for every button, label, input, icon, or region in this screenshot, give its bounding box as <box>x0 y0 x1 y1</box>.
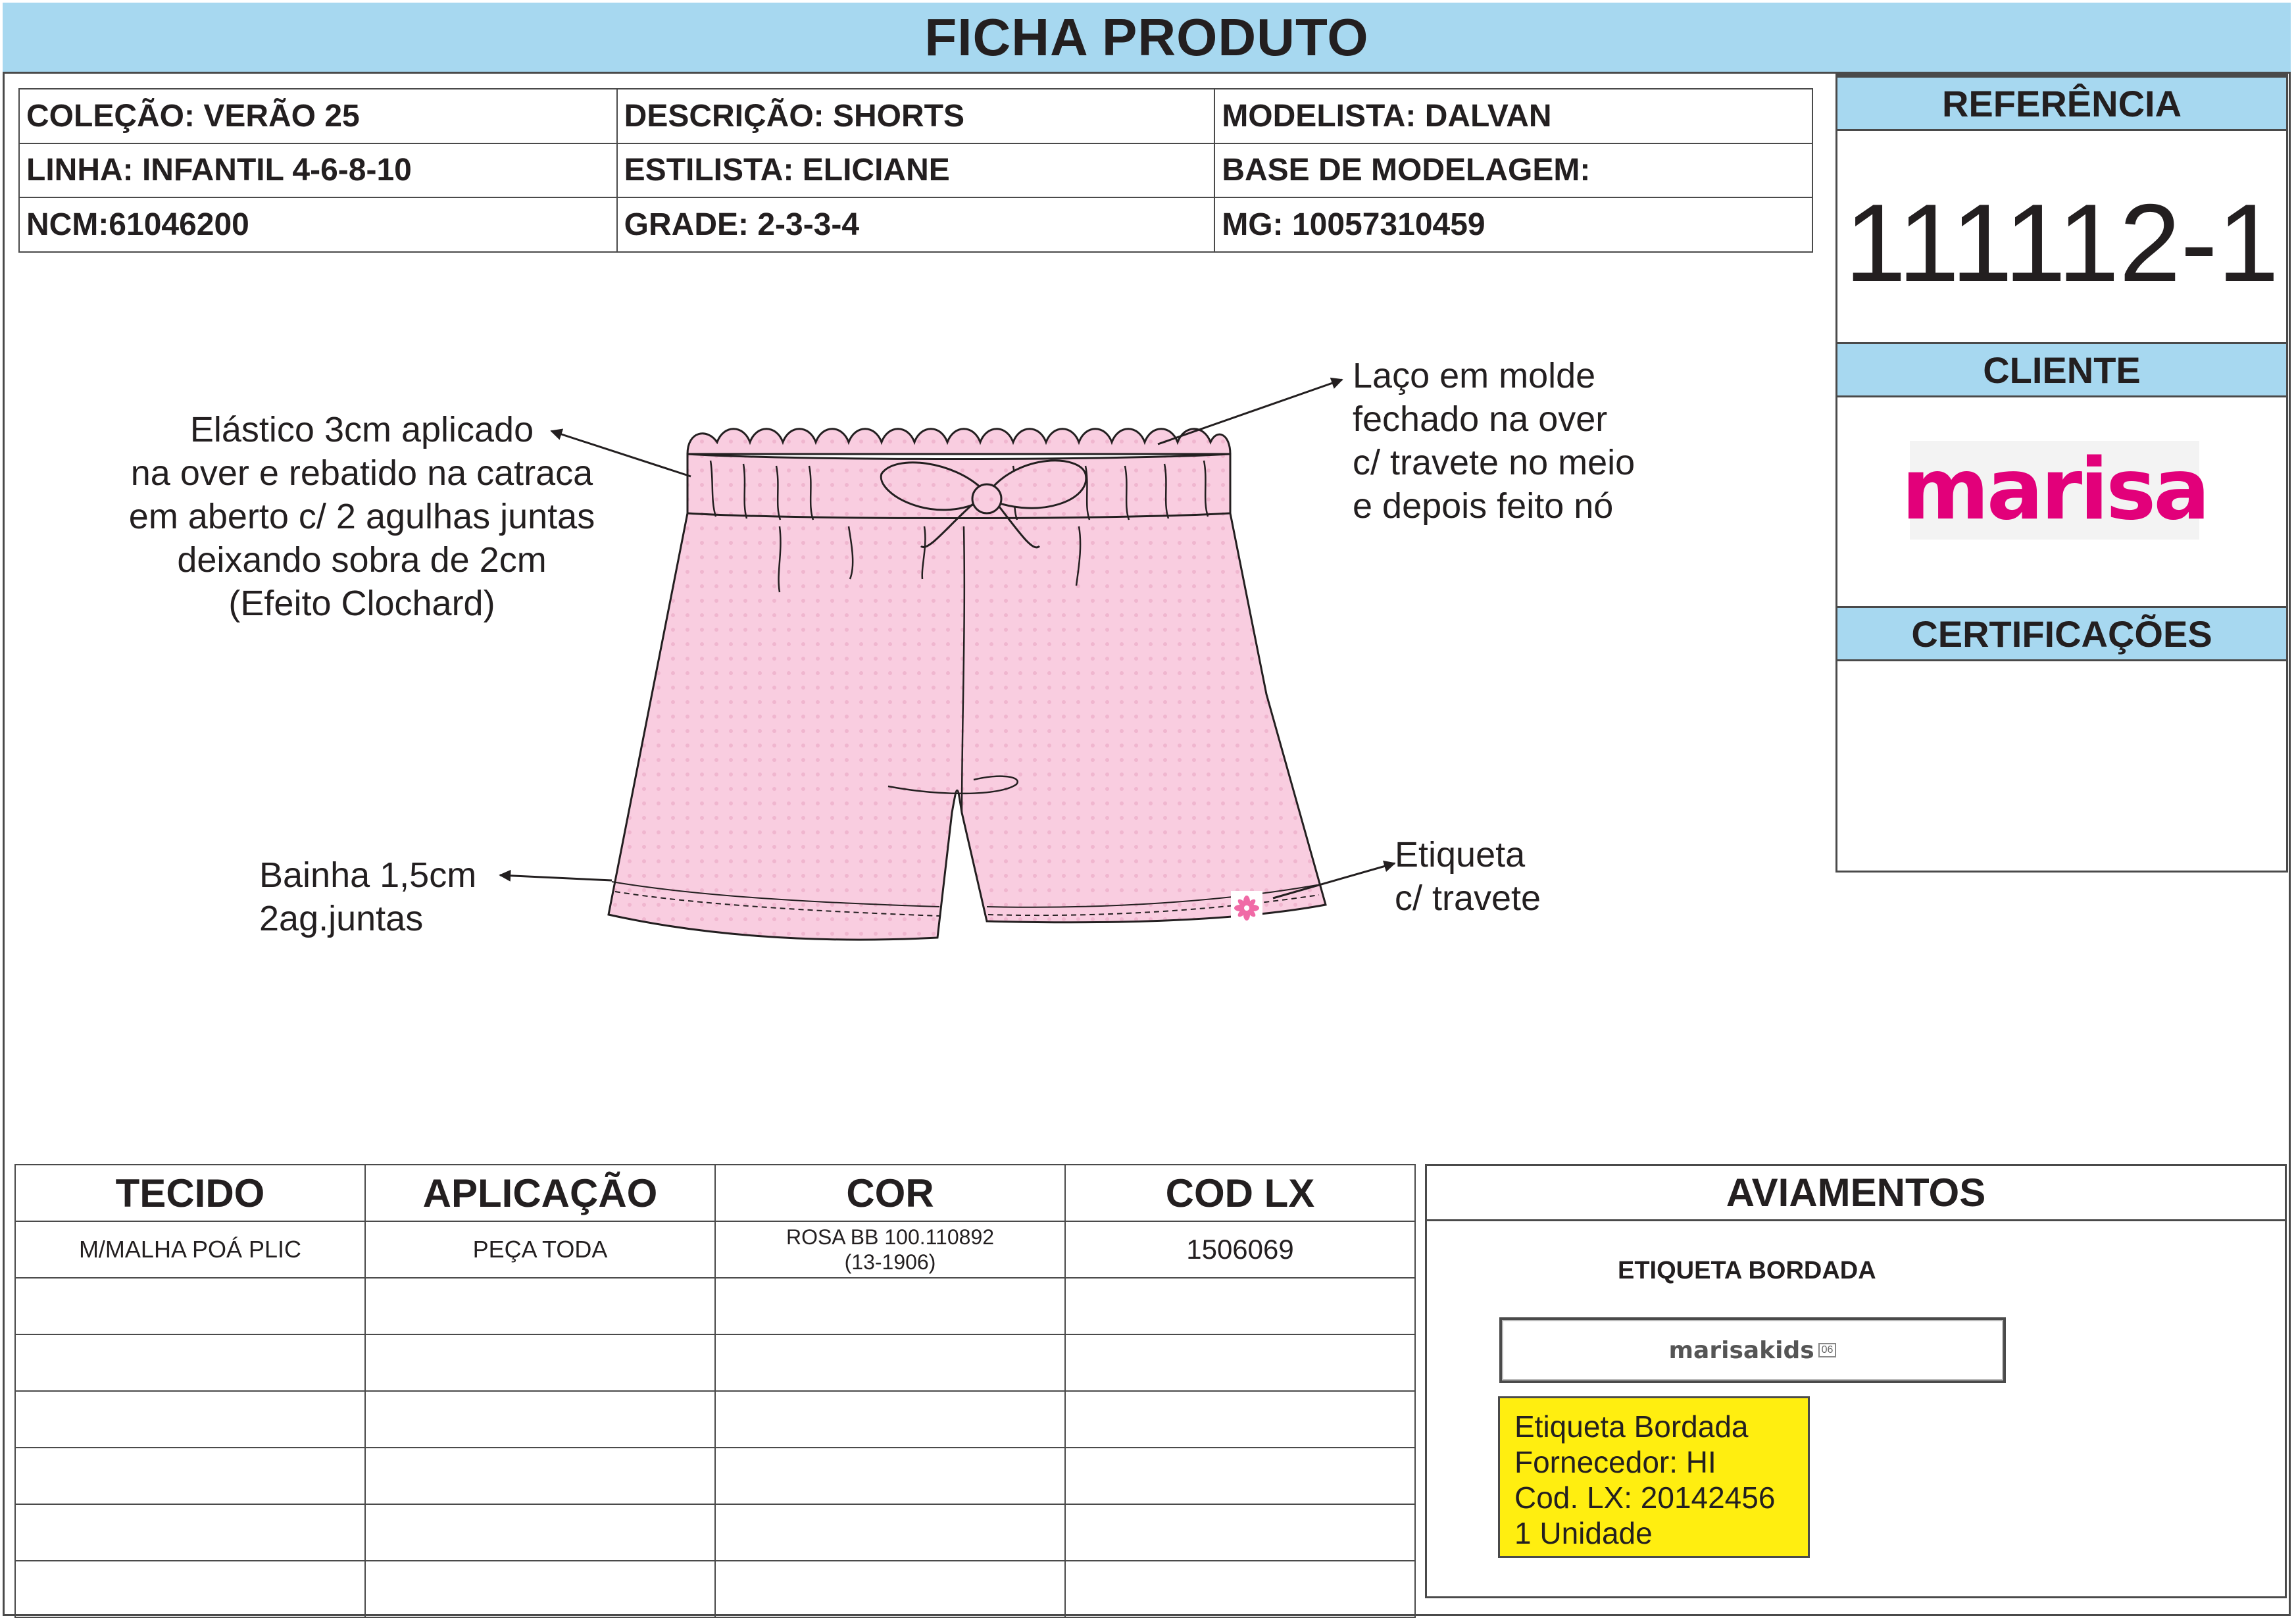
note-line: Etiqueta Bordada <box>1514 1409 1749 1444</box>
table-row <box>15 1448 1415 1504</box>
header-cor: COR <box>715 1165 1065 1221</box>
aviamentos-title: AVIAMENTOS <box>1427 1166 2285 1221</box>
annotation-elastic <box>92 408 632 625</box>
cell-empty <box>15 1391 365 1448</box>
annotation-line: Elástico 3cm aplicado <box>189 410 534 449</box>
info-cell-estilista: ESTILISTA: ELICIANE <box>617 143 1215 198</box>
info-cell-modelista: MODELISTA: DALVAN <box>1214 89 1812 143</box>
cell-empty <box>1065 1561 1415 1617</box>
annotation-line: deixando sobra de 2cm <box>177 540 547 580</box>
annotation-line: Etiqueta <box>1395 835 1526 874</box>
info-cell-colecao: COLEÇÃO: VERÃO 25 <box>19 89 617 143</box>
info-row <box>19 143 1812 198</box>
client-logo-text: marisa <box>1901 441 2208 539</box>
table-row <box>15 1561 1415 1617</box>
materials-table <box>14 1164 1416 1618</box>
info-cell-ncm: NCM:61046200 <box>19 197 617 252</box>
cell-empty <box>365 1448 715 1504</box>
cell-empty <box>15 1561 365 1617</box>
note-line: Fornecedor: HI <box>1514 1445 1716 1479</box>
note-line: 1 Unidade <box>1514 1516 1653 1550</box>
cell-empty <box>715 1334 1065 1391</box>
cell-empty <box>365 1561 715 1617</box>
info-cell-descricao: DESCRIÇÃO: SHORTS <box>617 89 1215 143</box>
table-row <box>15 1334 1415 1391</box>
cell-aplicacao: PEÇA TODA <box>365 1221 715 1278</box>
annotation-line: e depois feito nó <box>1353 486 1614 526</box>
cell-cor: ROSA BB 100.110892 (13-1906) <box>715 1221 1065 1278</box>
cell-empty <box>15 1278 365 1334</box>
materials-header-row <box>15 1165 1415 1221</box>
cell-empty <box>365 1278 715 1334</box>
cell-empty <box>715 1448 1065 1504</box>
table-row <box>15 1391 1415 1448</box>
client-header: CLIENTE <box>1837 342 2286 397</box>
page-title: FICHA PRODUTO <box>924 7 1369 66</box>
label-title: ETIQUETA BORDADA <box>1618 1257 1876 1284</box>
info-table <box>18 88 1813 253</box>
cell-empty <box>1065 1448 1415 1504</box>
cell-empty <box>715 1278 1065 1334</box>
header-aplicacao: APLICAÇÃO <box>365 1165 715 1221</box>
annotation-bow <box>1353 354 1635 528</box>
cell-empty <box>715 1561 1065 1617</box>
annotation-label <box>1395 833 1541 920</box>
info-row <box>19 197 1812 252</box>
info-cell-linha: LINHA: INFANTIL 4-6-8-10 <box>19 143 617 198</box>
info-cell-mg: MG: 10057310459 <box>1214 197 1812 252</box>
label-size: 06 <box>1818 1343 1837 1357</box>
cell-empty <box>15 1448 365 1504</box>
cell-empty <box>365 1504 715 1561</box>
cell-empty <box>365 1391 715 1448</box>
aviamentos-panel <box>1425 1164 2287 1598</box>
cell-empty <box>15 1504 365 1561</box>
cell-empty <box>365 1334 715 1391</box>
annotation-line: fechado na over <box>1353 399 1608 439</box>
info-row <box>19 89 1812 143</box>
header-cod-lx: COD LX <box>1065 1165 1415 1221</box>
cell-empty <box>1065 1504 1415 1561</box>
client-logo <box>1901 441 2208 540</box>
info-cell-grade: GRADE: 2-3-3-4 <box>617 197 1215 252</box>
label-brand: marisakids <box>1668 1336 1814 1364</box>
cell-tecido: M/MALHA POÁ PLIC <box>15 1221 365 1278</box>
cell-empty <box>15 1334 365 1391</box>
annotation-line: c/ travete <box>1395 878 1541 918</box>
annotation-line: na over e rebatido na catraca <box>130 453 593 493</box>
table-row <box>15 1278 1415 1334</box>
label-note <box>1498 1396 1810 1558</box>
cell-empty <box>1065 1278 1415 1334</box>
annotation-hem <box>259 853 476 940</box>
cell-empty <box>1065 1334 1415 1391</box>
annotation-line: (Efeito Clochard) <box>228 584 495 623</box>
title-bar <box>3 3 2291 74</box>
sidebar <box>1835 74 2288 873</box>
cell-empty <box>715 1504 1065 1561</box>
table-row <box>15 1221 1415 1278</box>
cell-cod-lx: 1506069 <box>1065 1221 1415 1278</box>
certifications-header: CERTIFICAÇÕES <box>1837 606 2286 661</box>
annotation-line: 2ag.juntas <box>259 899 424 938</box>
info-cell-base: BASE DE MODELAGEM: <box>1214 143 1812 198</box>
reference-header: REFERÊNCIA <box>1837 76 2286 131</box>
reference-value: 111112-1 <box>1844 181 2280 305</box>
cell-empty <box>715 1391 1065 1448</box>
header-tecido: TECIDO <box>15 1165 365 1221</box>
embroidered-label <box>1499 1317 2006 1383</box>
table-row <box>15 1504 1415 1561</box>
annotation-line: em aberto c/ 2 agulhas juntas <box>128 497 595 536</box>
annotation-line: Laço em molde <box>1353 356 1596 395</box>
annotation-line: c/ travete no meio <box>1353 443 1635 482</box>
annotation-line: Bainha 1,5cm <box>259 855 477 895</box>
note-line: Cod. LX: 20142456 <box>1514 1481 1776 1515</box>
cell-empty <box>1065 1391 1415 1448</box>
